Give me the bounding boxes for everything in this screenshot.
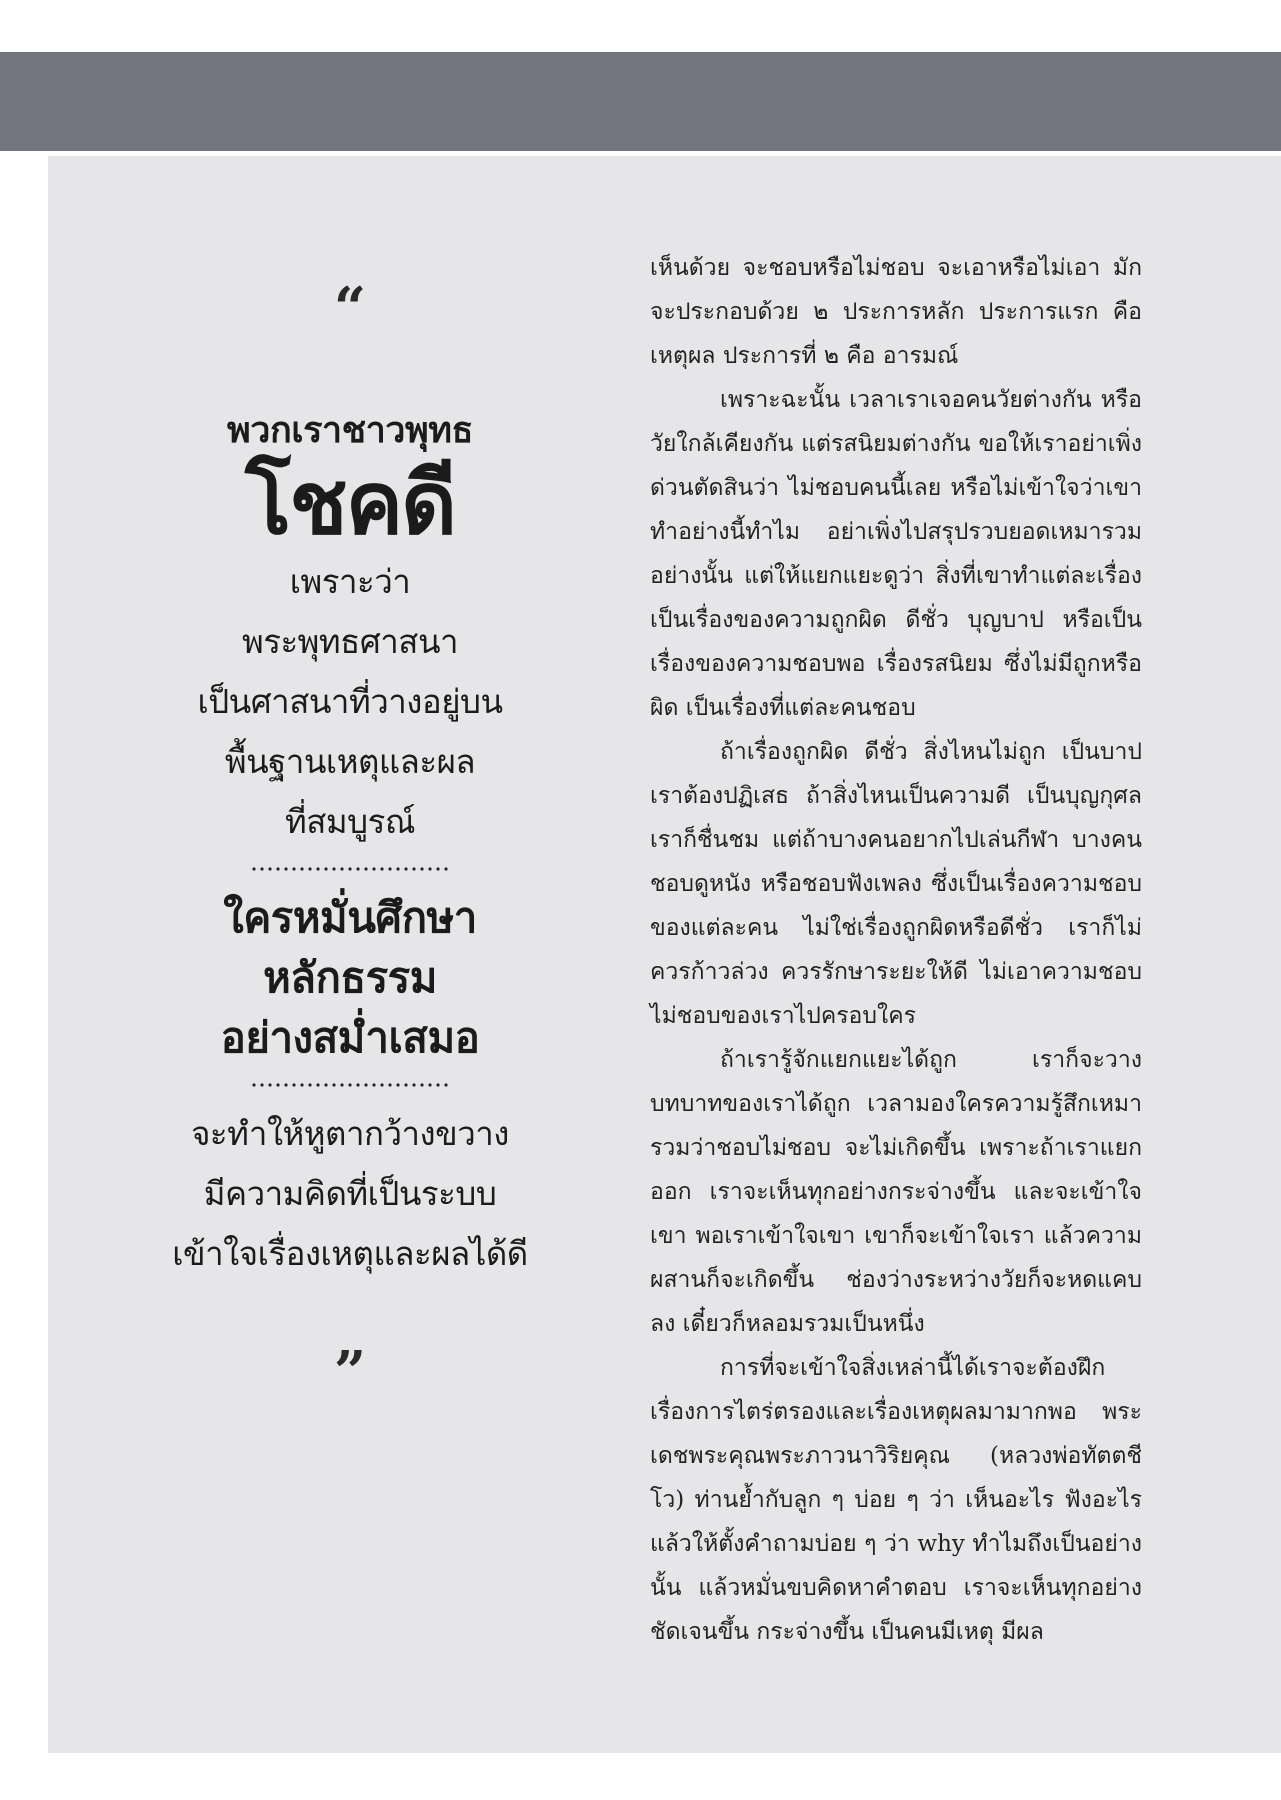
quote-heading: พวกเราชาวพุทธ (227, 410, 473, 451)
quote-line: เป็นศาสนาที่วางอยู่บน (197, 682, 503, 721)
open-quote-icon: “ (333, 275, 367, 341)
close-quote-icon: ” (333, 1339, 367, 1405)
pull-quote (150, 275, 550, 1405)
dotted-divider (250, 1082, 450, 1088)
quote-line: ที่สมบูรณ์ (285, 802, 415, 841)
quote-closing-line: เข้าใจเรื่องเหตุและผลได้ดี (172, 1234, 528, 1273)
quote-closing-line: จะทำให้หูตากว้างขวาง (191, 1114, 509, 1153)
quote-bold-line: หลักธรรม (263, 953, 437, 1002)
quote-line: เพราะว่า (289, 562, 411, 601)
quote-line: พระพุทธศาสนา (241, 622, 459, 661)
paragraph: ถ้าเรารู้จักแยกแยะได้ถูก เราก็จะวางบทบาทของเราได้ถูก เวลามองใครความรู้สึกเหมารวมว่าชอบไม่ชอบ จะไม่เกิดขึ้น เพราะถ้าเราแยกออก เราจะเห็นทุกอย่างกระจ่างขึ้น และจะเข้าใจเขา พอเราเข้าใจเขา เขาก็จะเข้าใจเรา แล้วความผสานก็จะเกิดขึ้น ช่องว่างระหว่างวัยก็จะหดแคบลง เดี๋ยวก็หลอมรวมเป็นหนึ่ง (650, 1047, 1142, 1337)
paragraph: การที่จะเข้าใจสิ่งเหล่านี้ได้เราจะต้องฝึกเรื่องการไตร่ตรองและเรื่องเหตุผลมามากพอ พระเดชพระคุณพระภาวนาวิริยคุณ (หลวงพ่อทัตตชีโว) ท่านย้ำกับลูก ๆ บ่อย ๆ ว่า เห็นอะไร ฟังอะไร แล้วให้ตั้งคำถามบ่อย ๆ ว่า why ทำไมถึงเป็นอย่างนั้น แล้วหมั่นขบคิดหาคำตอบ เราจะเห็นทุกอย่างชัดเจนขึ้น กระจ่างขึ้น เป็นคนมีเหตุ มีผล (650, 1355, 1142, 1645)
header-band (0, 52, 1281, 151)
body-text (650, 246, 1142, 1654)
paragraph: เห็นด้วย จะชอบหรือไม่ชอบ จะเอาหรือไม่เอา มักจะประกอบด้วย ๒ ประการหลัก ประการแรก คือ เหตุผล ประการที่ ๒ คือ อารมณ์ (650, 255, 1142, 369)
quote-bold-line: ใครหมั่นศึกษา (223, 893, 477, 942)
quote-closing-line: มีความคิดที่เป็นระบบ (203, 1174, 497, 1213)
dotted-divider (250, 866, 450, 872)
quote-bold-line: อย่างสม่ำเสมอ (220, 1013, 480, 1062)
paragraph: เพราะฉะนั้น เวลาเราเจอคนวัยต่างกัน หรือวัยใกล้เคียงกัน แต่รสนิยมต่างกัน ขอให้เราอย่าเพิ่งด่วนตัดสินว่า ไม่ชอบคนนี้เลย หรือไม่เข้าใจว่าเขาทำอย่างนี้ทำไม อย่าเพิ่งไปสรุปรวบยอดเหมารวมอย่างนั้น แต่ให้แยกแยะดูว่า สิ่งที่เขาทำแต่ละเรื่องเป็นเรื่องของความถูกผิด ดีชั่ว บุญบาป หรือเป็นเรื่องของความชอบพอ เรื่องรสนิยม ซึ่งไม่มีถูกหรือผิด เป็นเรื่องที่แต่ละคนชอบ (650, 387, 1142, 721)
quote-emphasis: โชคดี (245, 454, 455, 554)
paragraph: ถ้าเรื่องถูกผิด ดีชั่ว สิ่งไหนไม่ถูก เป็นบาป เราต้องปฏิเสธ ถ้าสิ่งไหนเป็นความดี เป็นบุญกุศล เราก็ชื่นชม แต่ถ้าบางคนอยากไปเล่นกีฬา บางคนชอบดูหนัง หรือชอบฟังเพลง ซึ่งเป็นเรื่องความชอบของแต่ละคน ไม่ใช่เรื่องถูกผิดหรือดีชั่ว เราก็ไม่ควรก้าวล่วง ควรรักษาระยะให้ดี ไม่เอาความชอบไม่ชอบของเราไปครอบใคร (650, 739, 1142, 1029)
quote-line: พื้นฐานเหตุและผล (224, 742, 476, 781)
